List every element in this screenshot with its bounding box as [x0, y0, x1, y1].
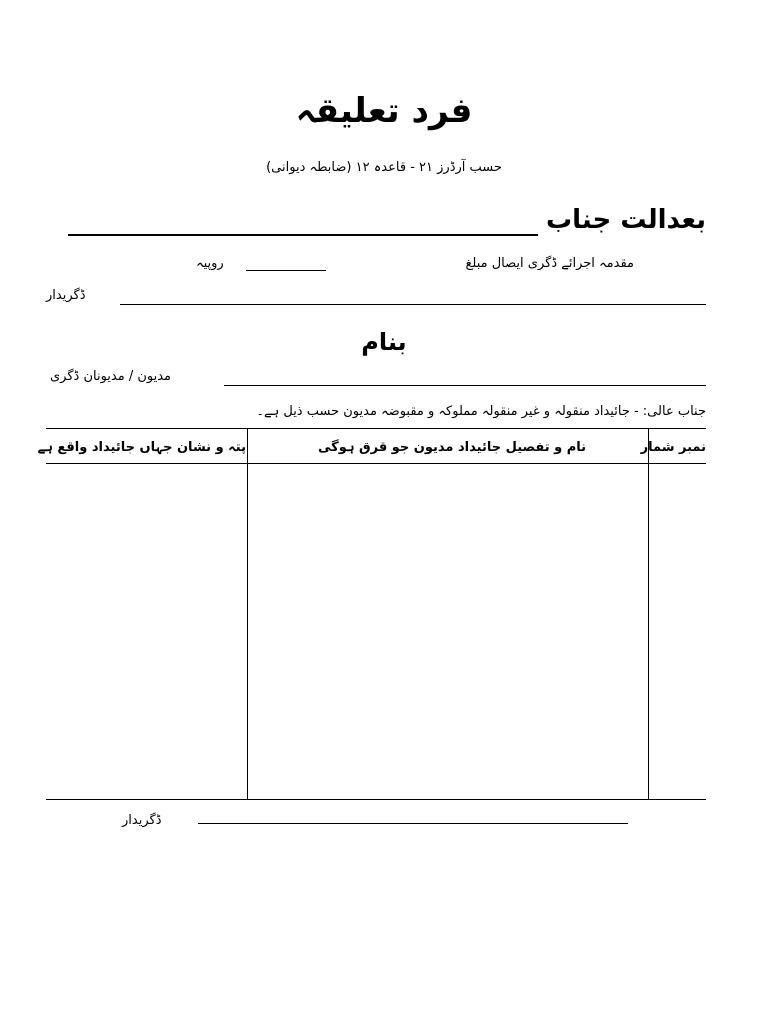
- decree-holder-label: ڈگریدار: [46, 288, 86, 303]
- column-header-serial-number: نمبر شمار: [640, 440, 706, 455]
- debtor-blank-line: [224, 385, 706, 386]
- rupee-label: روپیہ: [196, 256, 224, 271]
- debtor-label: مدیون / مدیونان ڈگری: [50, 369, 172, 384]
- table-bottom-border: [46, 799, 706, 800]
- table-header-border: [46, 463, 706, 464]
- footer-blank-line: [198, 823, 628, 824]
- column-divider-left: [247, 428, 248, 800]
- versus-heading: بنام: [361, 328, 407, 356]
- case-description: مقدمہ اجرائے ڈگری ایصال مبلغ: [465, 256, 634, 271]
- court-label: بعدالت جناب: [546, 205, 706, 235]
- column-divider-right: [648, 428, 649, 800]
- court-name-blank-line: [68, 234, 538, 236]
- form-title: فرد تعلیقہ: [295, 91, 473, 131]
- decree-holder-blank-line: [120, 304, 706, 305]
- intro-statement: جناب عالی: - جائیداد منقولہ و غیر منقولہ مملوکہ و مقبوضہ مدیون حسب ذیل ہے۔: [256, 404, 706, 419]
- column-header-property-details: نام و تفصیل جائیداد مدیون جو قرق ہوگی: [318, 440, 586, 455]
- form-subtitle: حسب آرڈرز ۲۱ - قاعدہ ۱۲ (ضابطہ دیوانی): [266, 160, 502, 175]
- amount-blank-line: [246, 270, 326, 271]
- property-table: [37, 428, 706, 800]
- column-header-property-address: پتہ و نشان جہاں جائیداد واقع ہے: [37, 440, 246, 455]
- table-top-border: [46, 428, 706, 429]
- footer-decree-holder-label: ڈگریدار: [122, 813, 162, 828]
